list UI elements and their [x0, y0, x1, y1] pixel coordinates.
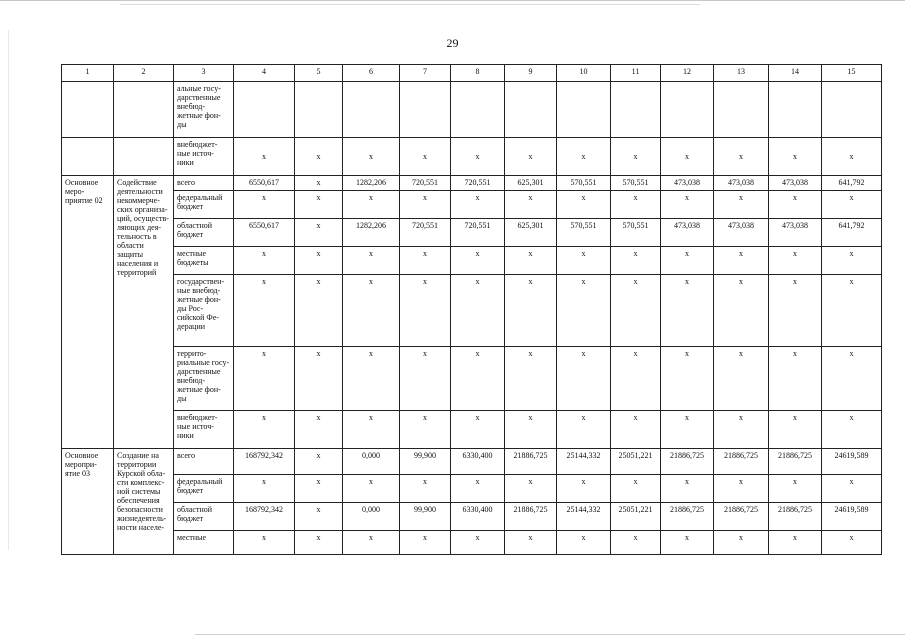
value-cell	[505, 82, 557, 138]
value-cell: х	[611, 347, 661, 411]
value-cell: 24619,589	[822, 503, 882, 531]
value-cell: 570,551	[611, 219, 661, 247]
value-cell: х	[822, 411, 882, 449]
table-row	[62, 82, 882, 138]
value-cell: х	[822, 275, 882, 347]
value-cell: 473,038	[661, 176, 714, 191]
value-cell: х	[661, 347, 714, 411]
value-cell: х	[343, 275, 400, 347]
value-cell: х	[505, 475, 557, 503]
value-cell: 21886,725	[714, 503, 769, 531]
value-cell: 25051,221	[611, 503, 661, 531]
value-cell: 641,792	[822, 176, 882, 191]
value-cell	[822, 82, 882, 138]
table-row	[62, 347, 882, 411]
value-cell	[451, 82, 505, 138]
value-cell: х	[234, 531, 295, 555]
value-cell: 473,038	[714, 219, 769, 247]
value-cell: 625,301	[505, 219, 557, 247]
page-number: 29	[446, 36, 459, 50]
measure-02-name: Основное меро-приятие 02	[62, 176, 114, 449]
header-cell-9: 9	[505, 65, 557, 82]
value-cell: х	[661, 531, 714, 555]
value-cell: х	[769, 247, 822, 275]
value-cell: х	[295, 449, 343, 475]
value-cell: 21886,725	[769, 449, 822, 475]
value-cell: 625,301	[505, 176, 557, 191]
value-cell: 25144,332	[557, 449, 611, 475]
value-cell: х	[611, 411, 661, 449]
value-cell	[661, 82, 714, 138]
scan-bottom-border	[195, 634, 905, 635]
value-cell: х	[661, 191, 714, 219]
value-cell: 21886,725	[714, 449, 769, 475]
value-cell: х	[295, 275, 343, 347]
value-cell: х	[714, 191, 769, 219]
value-cell: 570,551	[611, 176, 661, 191]
measure-03-name: Основное меропри-ятие 03	[62, 449, 114, 555]
value-cell: х	[234, 475, 295, 503]
value-cell: х	[557, 411, 611, 449]
table-row	[62, 176, 882, 191]
value-cell: х	[661, 247, 714, 275]
value-cell: х	[661, 411, 714, 449]
value-cell: 720,551	[400, 176, 451, 191]
value-cell: х	[451, 411, 505, 449]
header-cell-1: 1	[62, 65, 114, 82]
value-cell	[343, 82, 400, 138]
value-cell: х	[343, 475, 400, 503]
value-cell: х	[343, 411, 400, 449]
value-cell: х	[822, 475, 882, 503]
value-cell: х	[400, 347, 451, 411]
value-cell: х	[557, 247, 611, 275]
value-cell: х	[234, 411, 295, 449]
scan-top-shadow	[120, 4, 700, 5]
value-cell: 25051,221	[611, 449, 661, 475]
value-cell: х	[505, 275, 557, 347]
value-cell: х	[400, 191, 451, 219]
value-cell: х	[505, 191, 557, 219]
value-cell: х	[505, 347, 557, 411]
value-cell: х	[295, 138, 343, 176]
header-cell-2: 2	[114, 65, 174, 82]
value-cell: х	[714, 531, 769, 555]
value-cell: х	[714, 411, 769, 449]
value-cell: 6550,617	[234, 219, 295, 247]
value-cell: 720,551	[400, 219, 451, 247]
funding-source-cell: федеральный бюджет	[174, 475, 234, 503]
measure-name-cell	[62, 138, 114, 176]
value-cell: х	[822, 191, 882, 219]
table-row	[62, 138, 882, 176]
measure-name-cell	[62, 82, 114, 138]
value-cell: х	[295, 475, 343, 503]
funding-source-cell: всего	[174, 176, 234, 191]
header-cell-3: 3	[174, 65, 234, 82]
value-cell: 1282,206	[343, 176, 400, 191]
value-cell: х	[451, 347, 505, 411]
value-cell: х	[295, 176, 343, 191]
value-cell: х	[234, 138, 295, 176]
value-cell: 21886,725	[505, 503, 557, 531]
value-cell: х	[714, 475, 769, 503]
value-cell	[234, 82, 295, 138]
table-row	[62, 449, 882, 475]
value-cell: х	[451, 275, 505, 347]
value-cell: х	[557, 191, 611, 219]
value-cell: х	[505, 138, 557, 176]
header-cell-6: 6	[343, 65, 400, 82]
table-row	[62, 531, 882, 555]
value-cell: 570,551	[557, 219, 611, 247]
header-cell-4: 4	[234, 65, 295, 82]
value-cell: 21886,725	[661, 503, 714, 531]
value-cell: х	[822, 247, 882, 275]
funding-source-cell: всего	[174, 449, 234, 475]
value-cell: х	[557, 475, 611, 503]
value-cell: х	[234, 247, 295, 275]
table-row	[62, 191, 882, 219]
value-cell: х	[343, 191, 400, 219]
table-row	[62, 503, 882, 531]
value-cell: 720,551	[451, 219, 505, 247]
value-cell: х	[714, 347, 769, 411]
header-cell-14: 14	[769, 65, 822, 82]
value-cell: х	[611, 531, 661, 555]
value-cell: х	[400, 138, 451, 176]
value-cell: х	[234, 275, 295, 347]
value-cell: х	[769, 411, 822, 449]
value-cell: х	[295, 191, 343, 219]
funding-source-cell: местные бюджеты	[174, 247, 234, 275]
funding-source-cell: областной бюджет	[174, 219, 234, 247]
value-cell: х	[451, 247, 505, 275]
value-cell: 0,000	[343, 449, 400, 475]
header-cell-11: 11	[611, 65, 661, 82]
value-cell: 6550,617	[234, 176, 295, 191]
funding-source-cell: федеральный бюджет	[174, 191, 234, 219]
value-cell	[611, 82, 661, 138]
funding-source-cell: местные	[174, 531, 234, 555]
value-cell: х	[295, 531, 343, 555]
value-cell: х	[611, 138, 661, 176]
value-cell: х	[769, 475, 822, 503]
value-cell: х	[769, 531, 822, 555]
header-cell-7: 7	[400, 65, 451, 82]
value-cell: 720,551	[451, 176, 505, 191]
value-cell: х	[822, 347, 882, 411]
value-cell: х	[769, 275, 822, 347]
table-row	[62, 475, 882, 503]
value-cell: х	[451, 138, 505, 176]
value-cell: х	[661, 275, 714, 347]
value-cell: х	[234, 191, 295, 219]
value-cell: х	[295, 503, 343, 531]
value-cell: х	[661, 475, 714, 503]
value-cell: х	[822, 138, 882, 176]
table-row	[62, 247, 882, 275]
value-cell: 99,900	[400, 449, 451, 475]
funding-source-cell: государствен-ные внебюд-жетные фон-ды Рос-сийской Фе-дерации	[174, 275, 234, 347]
value-cell: 473,038	[769, 176, 822, 191]
value-cell: х	[505, 247, 557, 275]
value-cell: х	[400, 275, 451, 347]
value-cell: х	[295, 411, 343, 449]
value-cell: х	[295, 247, 343, 275]
value-cell: х	[505, 411, 557, 449]
value-cell: 99,900	[400, 503, 451, 531]
value-cell: х	[400, 475, 451, 503]
value-cell: х	[661, 138, 714, 176]
value-cell: х	[451, 531, 505, 555]
header-cell-15: 15	[822, 65, 882, 82]
measure-03-title: Создание на территории Курской обла-сти комплекс-ной системы обеспечения безопасности жизнедеятель-ности населе-	[114, 449, 174, 555]
header-cell-5: 5	[295, 65, 343, 82]
value-cell: х	[400, 247, 451, 275]
value-cell: х	[769, 191, 822, 219]
funding-source-cell: внебюджет-ные источ-ники	[174, 138, 234, 176]
value-cell: х	[714, 138, 769, 176]
value-cell: 25144,332	[557, 503, 611, 531]
header-cell-13: 13	[714, 65, 769, 82]
value-cell: х	[295, 219, 343, 247]
funding-source-cell: внебюджет-ные источ-ники	[174, 411, 234, 449]
value-cell: 24619,589	[822, 449, 882, 475]
value-cell: х	[295, 347, 343, 411]
funding-source-cell: альные госу-дарственные внебюд-жетные фон-ды	[174, 82, 234, 138]
value-cell: х	[343, 347, 400, 411]
value-cell: 1282,206	[343, 219, 400, 247]
value-cell: х	[611, 247, 661, 275]
value-cell: х	[714, 247, 769, 275]
value-cell	[295, 82, 343, 138]
value-cell	[400, 82, 451, 138]
value-cell: х	[451, 191, 505, 219]
header-cell-10: 10	[557, 65, 611, 82]
value-cell: х	[769, 138, 822, 176]
value-cell: х	[769, 347, 822, 411]
value-cell: х	[557, 138, 611, 176]
table-row	[62, 411, 882, 449]
value-cell: х	[343, 138, 400, 176]
value-cell: 641,792	[822, 219, 882, 247]
funding-source-cell: областной бюджет	[174, 503, 234, 531]
value-cell: х	[611, 275, 661, 347]
value-cell	[714, 82, 769, 138]
budget-table	[61, 64, 882, 555]
value-cell: х	[557, 347, 611, 411]
value-cell: 21886,725	[769, 503, 822, 531]
table-row	[62, 275, 882, 347]
value-cell: 0,000	[343, 503, 400, 531]
scan-left-edge	[8, 30, 9, 550]
value-cell: 168792,342	[234, 449, 295, 475]
value-cell: х	[343, 531, 400, 555]
value-cell: х	[505, 531, 557, 555]
value-cell: 473,038	[769, 219, 822, 247]
value-cell: 6330,400	[451, 503, 505, 531]
value-cell	[557, 82, 611, 138]
value-cell: 21886,725	[505, 449, 557, 475]
value-cell: 168792,342	[234, 503, 295, 531]
header-cell-8: 8	[451, 65, 505, 82]
measure-title-cell	[114, 138, 174, 176]
value-cell: х	[714, 275, 769, 347]
value-cell: х	[400, 411, 451, 449]
measure-title-cell	[114, 82, 174, 138]
table-row	[62, 219, 882, 247]
value-cell	[769, 82, 822, 138]
funding-source-cell: террито-риальные госу-дарственные внебюд-жетные фон-ды	[174, 347, 234, 411]
header-cell-12: 12	[661, 65, 714, 82]
value-cell: х	[557, 531, 611, 555]
measure-02-title: Содействие деятельности некоммерче-ских организа-ций, осуществ-ляющих дея-тельность в области защиты населения и территорий	[114, 176, 174, 449]
value-cell: х	[234, 347, 295, 411]
value-cell: х	[822, 531, 882, 555]
value-cell: х	[611, 475, 661, 503]
value-cell: 473,038	[661, 219, 714, 247]
scan-top-border	[0, 0, 905, 1]
value-cell: х	[343, 247, 400, 275]
value-cell: х	[611, 191, 661, 219]
value-cell: х	[400, 531, 451, 555]
value-cell: х	[557, 275, 611, 347]
value-cell: 21886,725	[661, 449, 714, 475]
value-cell: х	[451, 475, 505, 503]
value-cell: 473,038	[714, 176, 769, 191]
value-cell: 570,551	[557, 176, 611, 191]
header-row	[62, 65, 882, 82]
value-cell: 6330,400	[451, 449, 505, 475]
